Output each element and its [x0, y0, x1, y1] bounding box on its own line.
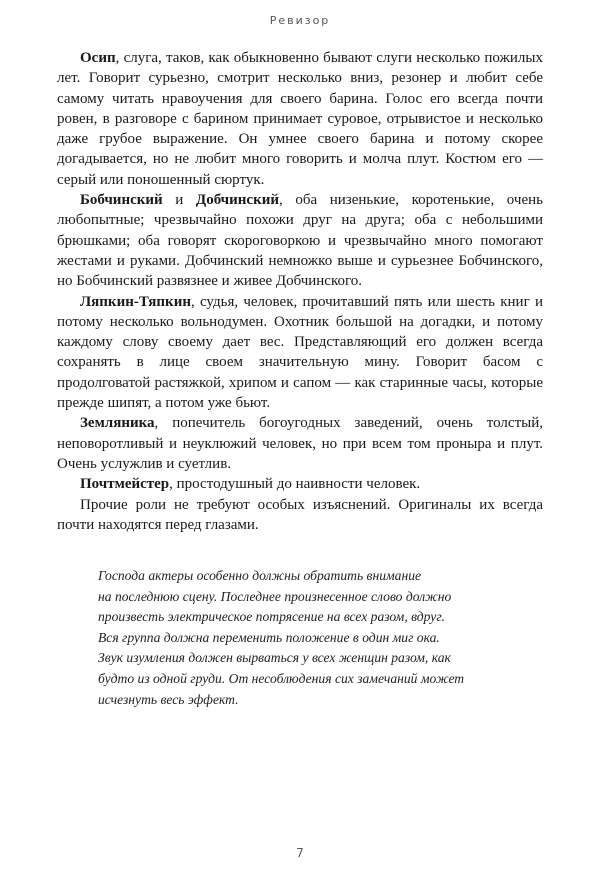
paragraph-lyapkin-tyapkin — [57, 292, 543, 414]
running-title: Ревизор — [269, 14, 331, 27]
closing-paragraph: Прочие роли не требуют особых изъяснений. Оригиналы их всегда почти находятся перед глазами. — [57, 496, 543, 533]
character-description: , слуга, таков, как обыкновенно бывают слуги несколько пожилых лет. Говорит сурьезно, смотрит несколько вниз, резонер и любит себе самому читать нравоучения для своего барина. Голос его всегда почти ровен, в разговоре с барином принимает суровое, отрывистое и несколько даже грубое выражение. Он умнее своего барина и потому скорее догадывается, но не любит много говорить и молча плут. Костюм его — серый или поношенный сюртук. — [57, 50, 543, 188]
character-description: , судья, человек, прочитавший пять или шесть книг и потому несколько вольнодумен. Охотник большой на догадки, и потому каждому слову своему дает вес. Представляющий его должен всегда сохранять в лице своем значительную мину. Говорит басом с продолговатой растяжкой, хрипом и сапом — как старинные часы, которые прежде шипят, а потом уже бьют. — [57, 293, 543, 412]
actors-note — [98, 566, 528, 710]
note-line: Вся группа должна переменить положение в один миг ока. — [98, 629, 440, 645]
note-line: произвесть электрическое потрясение на всех разом, вдруг. — [98, 609, 445, 625]
character-name: Ляпкин-Тяпкин — [80, 293, 191, 310]
paragraph-bobchinsky-dobchinsky — [57, 190, 543, 291]
character-name: Добчинский — [195, 192, 280, 209]
character-name: Осип — [80, 50, 116, 66]
note-line: исчезнуть весь эффект. — [98, 691, 239, 707]
character-name: Земляника — [80, 415, 155, 432]
page-number: 7 — [296, 846, 304, 860]
character-name: Почтмейстер — [80, 476, 170, 493]
character-description: , попечитель богоугодных заведений, очень толстый, неповоротливый и неуклюжий человек, но при всем том проныра и плут. Очень услужлив и суетлив. — [57, 415, 543, 472]
paragraph-pochtmeister — [57, 474, 543, 494]
character-description: , простодушный до наивности человек. — [169, 476, 421, 493]
character-descriptions — [57, 48, 543, 535]
character-name: Бобчинский — [80, 192, 163, 209]
note-line: будто из одной груди. От несоблюдения сих замечаний может — [98, 670, 465, 686]
paragraph-zemlyanika — [57, 413, 543, 474]
note-line: Звук изумления должен вырваться у всех женщин разом, как — [98, 650, 451, 666]
paragraph-osip — [57, 48, 543, 190]
character-description: , оба низенькие, коротенькие, очень любопытные; чрезвычайно похожи друг на друга; оба с небольшими брюшками; оба говорят скороговоркою и чрезвычайно много помогают жестами и руками. Добчинский немножко выше и сурьезнее Бобчинского, но Бобчинский развязнее и живее Добчинского. — [57, 192, 543, 290]
note-line: на последнюю сцену. Последнее произнесенное слово должно — [98, 588, 452, 604]
name-connector: и — [162, 192, 196, 209]
note-line: Господа актеры особенно должны обратить внимание — [98, 568, 422, 583]
